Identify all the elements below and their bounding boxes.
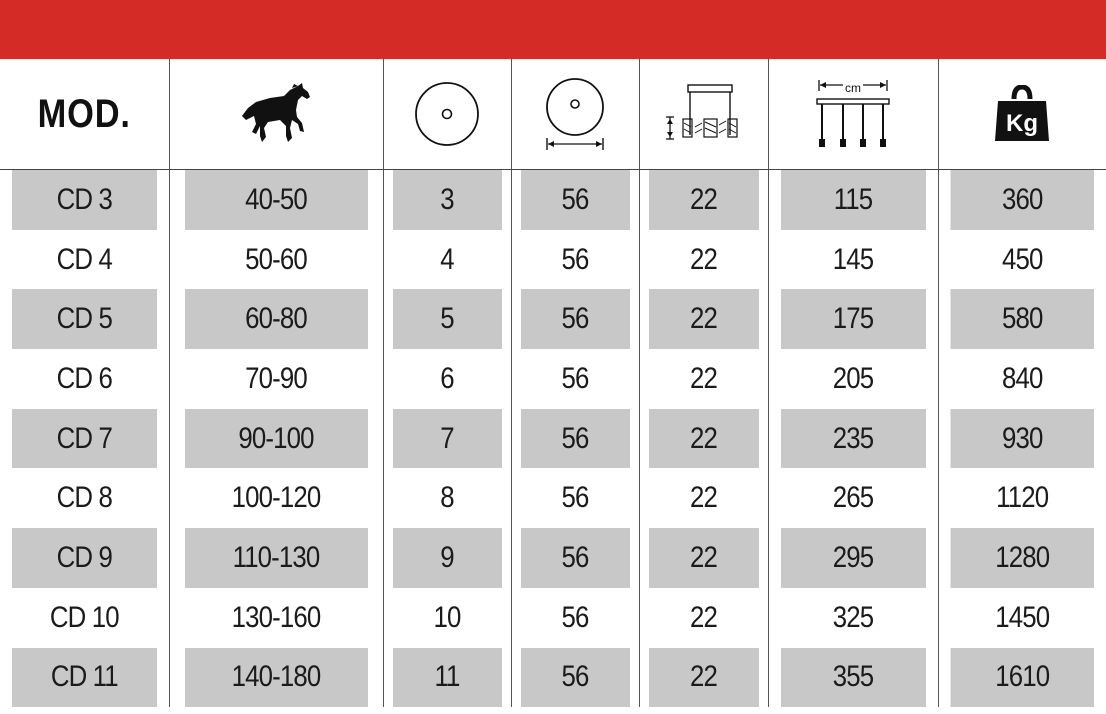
header-model <box>0 59 169 170</box>
cell-rotor-diameter: 56 <box>520 170 630 230</box>
working-width-unit: cm <box>845 81 861 95</box>
cell-model: CD 9 <box>12 528 157 588</box>
cell-model: CD 5 <box>12 289 157 349</box>
header-rotors <box>383 59 511 170</box>
cell-weight: 450 <box>950 230 1094 290</box>
cell-depth: 22 <box>648 409 759 469</box>
cell-rotor-diameter: 56 <box>520 349 630 409</box>
cell-hp: 70-90 <box>184 349 368 409</box>
cell-rotors: 6 <box>392 349 502 409</box>
cell-weight: 1610 <box>950 648 1094 708</box>
header-rotor-diameter <box>511 59 639 170</box>
cell-weight: 1120 <box>950 468 1094 528</box>
cell-hp: 90-100 <box>184 409 368 469</box>
table-row <box>0 588 1106 648</box>
cell-depth: 22 <box>648 170 759 230</box>
model-column-label: MOD. <box>37 91 131 136</box>
cell-width: 205 <box>780 349 926 409</box>
table-row <box>0 230 1106 290</box>
cell-rotors: 5 <box>392 289 502 349</box>
cell-width: 235 <box>780 409 926 469</box>
cell-model: CD 4 <box>12 230 157 290</box>
cell-rotor-diameter: 56 <box>520 468 630 528</box>
rotor-icon <box>412 81 482 147</box>
cell-rotor-diameter: 56 <box>520 528 630 588</box>
cell-depth: 22 <box>648 230 759 290</box>
cell-weight: 360 <box>950 170 1094 230</box>
table-row <box>0 528 1106 588</box>
cell-depth: 22 <box>648 289 759 349</box>
cell-weight: 1280 <box>950 528 1094 588</box>
cell-rotors: 8 <box>392 468 502 528</box>
table-row <box>0 648 1106 708</box>
header-row <box>0 59 1106 170</box>
cell-depth: 22 <box>648 588 759 648</box>
cell-width: 145 <box>780 230 926 290</box>
cell-depth: 22 <box>648 528 759 588</box>
cell-depth: 22 <box>648 349 759 409</box>
table-row <box>0 468 1106 528</box>
rotor-diameter-icon <box>543 76 607 152</box>
header-weight <box>938 59 1106 170</box>
cell-width: 295 <box>780 528 926 588</box>
cell-rotor-diameter: 56 <box>520 409 630 469</box>
cell-width: 175 <box>780 289 926 349</box>
cell-width: 355 <box>780 648 926 708</box>
table-row <box>0 289 1106 349</box>
table-row <box>0 170 1106 230</box>
header-horsepower <box>169 59 383 170</box>
cell-rotors: 3 <box>392 170 502 230</box>
cell-weight: 840 <box>950 349 1094 409</box>
header-working-width <box>768 59 938 170</box>
cell-hp: 110-130 <box>184 528 368 588</box>
cell-hp: 100-120 <box>184 468 368 528</box>
working-width-icon <box>815 79 891 149</box>
header-soil-depth <box>639 59 768 170</box>
cell-hp: 40-50 <box>184 170 368 230</box>
cell-hp: 50-60 <box>184 230 368 290</box>
cell-rotors: 7 <box>392 409 502 469</box>
cell-rotors: 11 <box>392 648 502 708</box>
soil-depth-icon <box>662 83 746 145</box>
cell-weight: 580 <box>950 289 1094 349</box>
cell-width: 115 <box>780 170 926 230</box>
cell-rotor-diameter: 56 <box>520 230 630 290</box>
spec-table <box>0 59 1106 707</box>
cell-model: CD 7 <box>12 409 157 469</box>
cell-rotor-diameter: 56 <box>520 648 630 708</box>
cell-rotor-diameter: 56 <box>520 588 630 648</box>
table-row <box>0 349 1106 409</box>
cell-model: CD 6 <box>12 349 157 409</box>
cell-rotor-diameter: 56 <box>520 289 630 349</box>
cell-weight: 1450 <box>950 588 1094 648</box>
cell-width: 265 <box>780 468 926 528</box>
cell-hp: 130-160 <box>184 588 368 648</box>
cell-model: CD 3 <box>12 170 157 230</box>
header-band <box>0 0 1106 59</box>
horse-icon <box>240 82 312 146</box>
cell-hp: 60-80 <box>184 289 368 349</box>
cell-rotors: 4 <box>392 230 502 290</box>
cell-model: CD 8 <box>12 468 157 528</box>
cell-depth: 22 <box>648 648 759 708</box>
table-row <box>0 409 1106 469</box>
cell-rotors: 10 <box>392 588 502 648</box>
cell-model: CD 11 <box>12 648 157 708</box>
cell-model: CD 10 <box>12 588 157 648</box>
weight-icon <box>994 85 1050 143</box>
cell-width: 325 <box>780 588 926 648</box>
weight-unit: Kg <box>1006 110 1039 137</box>
cell-weight: 930 <box>950 409 1094 469</box>
cell-hp: 140-180 <box>184 648 368 708</box>
cell-rotors: 9 <box>392 528 502 588</box>
cell-depth: 22 <box>648 468 759 528</box>
